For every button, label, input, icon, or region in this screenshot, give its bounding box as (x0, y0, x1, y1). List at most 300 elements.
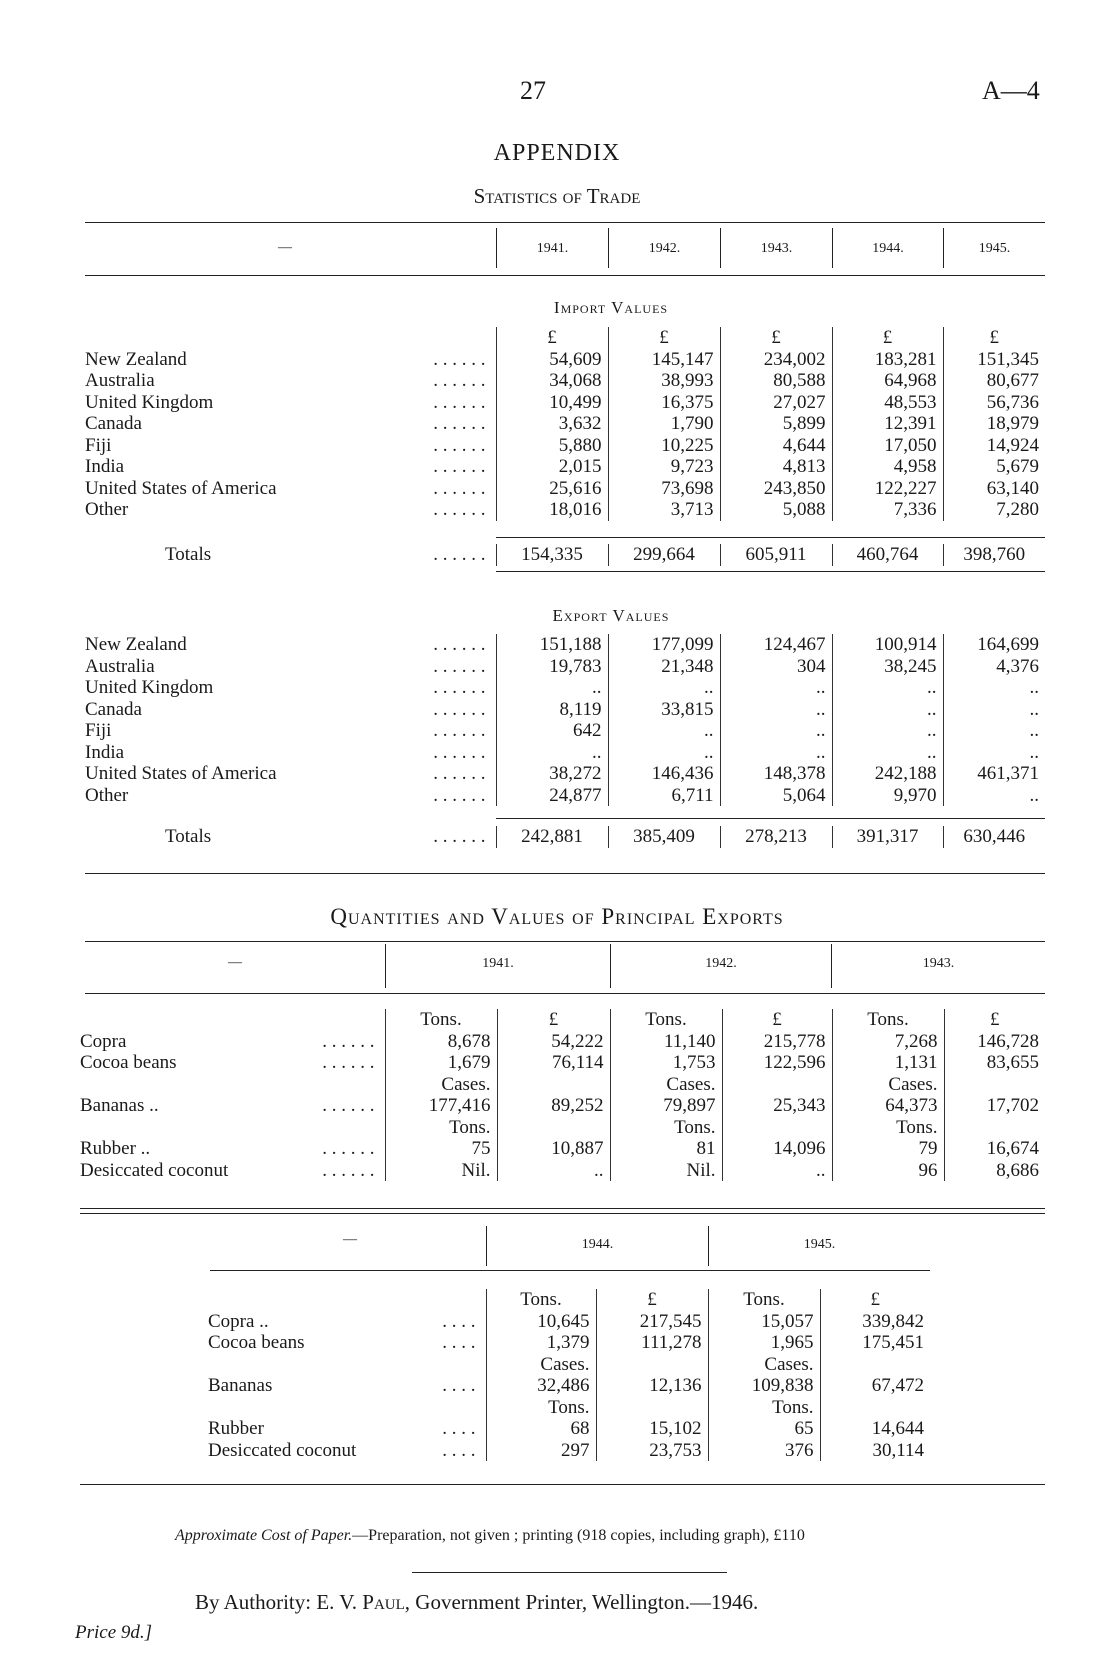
currency-symbol: £ (943, 327, 1045, 349)
value-cell: 38,272 (496, 763, 608, 785)
row-label-cell (85, 656, 496, 678)
value-cell: 122,596 (722, 1052, 832, 1074)
value-cell: 75 (385, 1138, 497, 1160)
table-row (85, 634, 1045, 656)
part1-stub-dash: — (228, 955, 242, 970)
value-cell: 80,588 (720, 370, 832, 392)
table-row (80, 1117, 1045, 1139)
table-row (85, 656, 1045, 678)
table-row (80, 1160, 1045, 1182)
leader-dots: . . . . . . (433, 477, 486, 499)
table-row (85, 349, 1045, 371)
table-row (80, 1009, 1045, 1031)
row-label: United States of America (85, 763, 277, 784)
value-cell: 48,553 (832, 392, 943, 414)
value-cell (497, 1074, 610, 1096)
year-header: 1943. (922, 956, 955, 971)
part2-stub-dash: — (343, 1232, 357, 1247)
value-cell: 24,877 (496, 785, 608, 807)
row-label: Bananas (208, 1375, 273, 1396)
row-label-cell (80, 1009, 385, 1031)
row-label-cell (80, 1031, 385, 1053)
value-cell: 9,723 (608, 456, 720, 478)
value-cell: 63,140 (943, 478, 1045, 500)
row-label: Other (85, 499, 129, 520)
leader-dots: . . . . (442, 1375, 476, 1396)
value-cell: 9,970 (832, 785, 943, 807)
value-cell (596, 1397, 708, 1419)
authority-suffix: , Government Printer, Wellington.—1946. (404, 1590, 759, 1614)
leader-dots: . . . . . . (433, 655, 486, 677)
row-label-cell (208, 1375, 486, 1397)
value-cell: Cases. (832, 1074, 944, 1096)
currency-symbol: £ (720, 327, 832, 349)
leader-dots: . . . . . . (433, 544, 486, 565)
value-cell: 5,064 (720, 785, 832, 807)
value-cell: £ (722, 1009, 832, 1031)
row-label-cell (80, 1052, 385, 1074)
value-cell: Cases. (385, 1074, 497, 1096)
value-cell: 19,783 (496, 656, 608, 678)
value-cell: 34,068 (496, 370, 608, 392)
value-cell: 461,371 (943, 763, 1045, 785)
import-totals-table (85, 544, 1045, 566)
value-cell: 15,102 (596, 1418, 708, 1440)
table-row (80, 1095, 1045, 1117)
row-label-cell (85, 478, 496, 500)
total-cell: 460,764 (832, 544, 943, 566)
row-label: India (85, 456, 125, 477)
row-label: Cocoa beans (208, 1332, 305, 1353)
row-label: Canada (85, 413, 142, 434)
leader-dots: . . . . . . (322, 1095, 375, 1116)
value-cell (497, 1117, 610, 1139)
blank-cell (85, 327, 496, 349)
row-label-cell (85, 763, 496, 785)
leader-dots: . . . . . . (433, 698, 486, 720)
export-values-heading: Export Values (552, 606, 670, 625)
row-label: Other (85, 784, 129, 806)
table-row (85, 499, 1045, 521)
value-cell (596, 1354, 708, 1376)
value-cell: 5,899 (720, 413, 832, 435)
value-cell: 175,451 (820, 1332, 930, 1354)
value-cell: 14,644 (820, 1418, 930, 1440)
table-row (208, 1418, 930, 1440)
year-header: 1941. (536, 241, 569, 256)
year-header: 1941. (482, 956, 514, 971)
leader-dots: . . . . . . (433, 634, 486, 655)
year-header: 1942. (705, 956, 737, 971)
row-label: United Kingdom (85, 391, 214, 413)
leader-dots: . . . . . . (433, 434, 486, 456)
value-cell: .. (720, 720, 832, 742)
value-cell: Tons. (486, 1289, 596, 1311)
table-row (208, 1440, 930, 1462)
total-cell: 385,409 (608, 826, 720, 848)
value-cell: 21,348 (608, 656, 720, 678)
value-cell: 7,280 (943, 499, 1045, 521)
value-cell: Tons. (708, 1397, 820, 1419)
value-cell: 64,373 (832, 1095, 944, 1117)
currency-row (85, 327, 1045, 349)
value-cell: .. (943, 677, 1045, 699)
cost-of-paper-note (175, 1527, 805, 1545)
value-cell: Tons. (832, 1009, 944, 1031)
value-cell: 10,225 (608, 435, 720, 457)
leader-dots: . . . . (442, 1310, 476, 1332)
leader-dots: . . . . . . (322, 1030, 375, 1052)
value-cell: 14,096 (722, 1138, 832, 1160)
row-label-cell (208, 1440, 486, 1462)
value-cell: 16,674 (944, 1138, 1045, 1160)
value-cell: 177,099 (608, 634, 720, 656)
value-cell: 67,472 (820, 1375, 930, 1397)
value-cell: 151,188 (496, 634, 608, 656)
value-cell: 12,136 (596, 1375, 708, 1397)
total-cell: 630,446 (943, 826, 1045, 848)
total-cell: 154,335 (496, 544, 608, 566)
value-cell: 65 (708, 1418, 820, 1440)
value-cell: .. (832, 699, 943, 721)
value-cell: 4,376 (943, 656, 1045, 678)
value-cell: 5,880 (496, 435, 608, 457)
trade-stub-dash: — (278, 240, 292, 255)
row-label-cell (80, 1074, 385, 1096)
value-cell: 25,616 (496, 478, 608, 500)
totals-label-text: Totals (165, 826, 212, 847)
value-cell: 16,375 (608, 392, 720, 414)
value-cell: Tons. (385, 1117, 497, 1139)
value-cell: 642 (496, 720, 608, 742)
value-cell: 297 (486, 1440, 596, 1462)
value-cell: 4,958 (832, 456, 943, 478)
import-values-heading: Import Values (553, 298, 669, 317)
row-label-cell (85, 634, 496, 656)
value-cell (722, 1117, 832, 1139)
year-header: 1943. (760, 241, 793, 256)
value-cell: Tons. (610, 1117, 722, 1139)
value-cell: 81 (610, 1138, 722, 1160)
cost-text: —Preparation, not given ; printing (918 copies, including graph), £110 (352, 1527, 805, 1544)
value-cell: £ (596, 1289, 708, 1311)
row-label: Desiccated coconut (80, 1159, 229, 1181)
leader-dots: . . . . . . (433, 391, 486, 413)
totals-label-text: Totals (165, 544, 212, 565)
total-cell: 242,881 (496, 826, 608, 848)
value-cell: 8,119 (496, 699, 608, 721)
totals-row (85, 544, 1045, 566)
row-label: Rubber (208, 1418, 264, 1439)
row-label-cell (85, 370, 496, 392)
price-note: Price 9d.] (75, 1622, 153, 1643)
row-label: India (85, 741, 125, 763)
leader-dots: . . . . . . (433, 741, 486, 763)
value-cell: 100,914 (832, 634, 943, 656)
year-header: 1944. (872, 241, 904, 256)
value-cell: 38,245 (832, 656, 943, 678)
value-cell: 15,057 (708, 1311, 820, 1333)
value-cell: 8,678 (385, 1031, 497, 1053)
row-label: United States of America (85, 477, 277, 499)
value-cell: 32,486 (486, 1375, 596, 1397)
value-cell: .. (608, 720, 720, 742)
value-cell: 1,679 (385, 1052, 497, 1074)
year-header: 1944. (581, 1237, 614, 1252)
value-cell: .. (943, 720, 1045, 742)
value-cell: 217,545 (596, 1311, 708, 1333)
value-cell: 33,815 (608, 699, 720, 721)
value-cell: .. (497, 1160, 610, 1182)
value-cell (944, 1074, 1045, 1096)
value-cell: 304 (720, 656, 832, 678)
row-label: New Zealand (85, 348, 187, 370)
row-label-cell (85, 456, 496, 478)
value-cell: £ (497, 1009, 610, 1031)
row-label-cell (85, 677, 496, 699)
value-cell: .. (496, 742, 608, 764)
value-cell: 11,140 (610, 1031, 722, 1053)
value-cell: .. (832, 720, 943, 742)
value-cell: .. (722, 1160, 832, 1182)
table-row (80, 1074, 1045, 1096)
leader-dots: . . . . . . (433, 677, 486, 698)
value-cell: 164,699 (943, 634, 1045, 656)
row-label: Rubber .. (80, 1138, 151, 1159)
row-label: Fiji (85, 720, 112, 741)
year-header: 1945. (978, 241, 1011, 256)
value-cell: 25,343 (722, 1095, 832, 1117)
value-cell: Tons. (832, 1117, 944, 1139)
table-row (85, 370, 1045, 392)
value-cell: 5,088 (720, 499, 832, 521)
leader-dots: . . . . . . (433, 499, 486, 520)
value-cell: 376 (708, 1440, 820, 1462)
leader-dots: . . . . . . (433, 784, 486, 806)
authority-line (195, 1590, 758, 1615)
leader-dots: . . . . . . (433, 348, 486, 370)
totals-row (85, 826, 1045, 848)
principal-exports-title: Quantities and Values of Principal Exports (330, 904, 784, 929)
value-cell: 56,736 (943, 392, 1045, 414)
table-row (80, 1138, 1045, 1160)
row-label-cell (85, 349, 496, 371)
currency-symbol: £ (608, 327, 720, 349)
value-cell: £ (944, 1009, 1045, 1031)
value-cell: 1,753 (610, 1052, 722, 1074)
leader-dots: . . . . . . (322, 1052, 375, 1073)
row-label: Canada (85, 698, 142, 720)
value-cell: 68 (486, 1418, 596, 1440)
row-label-cell (85, 720, 496, 742)
statistics-subtitle: Statistics of Trade (473, 184, 641, 208)
value-cell: 183,281 (832, 349, 943, 371)
authority-prefix: By Authority: E. V. (195, 1590, 358, 1614)
value-cell: 177,416 (385, 1095, 497, 1117)
row-label-cell (208, 1289, 486, 1311)
value-cell: 10,887 (497, 1138, 610, 1160)
table-row (208, 1397, 930, 1419)
row-label-cell (208, 1397, 486, 1419)
table-row (85, 677, 1045, 699)
value-cell: 215,778 (722, 1031, 832, 1053)
row-label-cell (85, 499, 496, 521)
totals-label (85, 544, 496, 566)
value-cell: Tons. (385, 1009, 497, 1031)
value-cell (820, 1354, 930, 1376)
value-cell: Nil. (385, 1160, 497, 1182)
value-cell: 10,499 (496, 392, 608, 414)
row-label: Cocoa beans (80, 1052, 177, 1073)
value-cell (722, 1074, 832, 1096)
value-cell (820, 1397, 930, 1419)
value-cell: £ (820, 1289, 930, 1311)
row-label-cell (85, 435, 496, 457)
row-label-cell (80, 1117, 385, 1139)
total-cell: 278,213 (720, 826, 832, 848)
table-row (85, 785, 1045, 807)
value-cell: Cases. (708, 1354, 820, 1376)
row-label: Fiji (85, 434, 112, 456)
cost-label: Approximate Cost of Paper. (175, 1527, 353, 1544)
leader-dots: . . . . . . (433, 826, 486, 847)
value-cell: 27,027 (720, 392, 832, 414)
value-cell: Nil. (610, 1160, 722, 1182)
table-row (85, 699, 1045, 721)
value-cell: 30,114 (820, 1440, 930, 1462)
value-cell: Tons. (610, 1009, 722, 1031)
currency-symbol: £ (496, 327, 608, 349)
total-cell: 391,317 (832, 826, 943, 848)
export-values-table (85, 634, 1045, 806)
table-row (208, 1289, 930, 1311)
value-cell: .. (943, 785, 1045, 807)
leader-dots: . . . . . . (433, 370, 486, 391)
value-cell: 8,686 (944, 1160, 1045, 1182)
value-cell: .. (608, 677, 720, 699)
value-cell: 234,002 (720, 349, 832, 371)
leader-dots: . . . . . . (433, 456, 486, 477)
value-cell: 6,711 (608, 785, 720, 807)
leader-dots: . . . . (442, 1418, 476, 1439)
value-cell: 76,114 (497, 1052, 610, 1074)
value-cell: 151,345 (943, 349, 1045, 371)
leader-dots: . . . . . . (322, 1159, 375, 1181)
value-cell: 54,222 (497, 1031, 610, 1053)
printer-name: Paul (362, 1590, 405, 1614)
row-label-cell (208, 1311, 486, 1333)
value-cell: 89,252 (497, 1095, 610, 1117)
table-row (85, 435, 1045, 457)
leader-dots: . . . . (442, 1439, 476, 1461)
value-cell: 2,015 (496, 456, 608, 478)
principal-exports-table-1944-1945 (208, 1289, 930, 1461)
year-header: 1945. (803, 1237, 836, 1252)
value-cell: 73,698 (608, 478, 720, 500)
value-cell: 7,268 (832, 1031, 944, 1053)
row-label: Copra .. (208, 1310, 269, 1332)
value-cell: 145,147 (608, 349, 720, 371)
totals-label (85, 826, 496, 848)
value-cell: 18,979 (943, 413, 1045, 435)
value-cell: 38,993 (608, 370, 720, 392)
value-cell: 109,838 (708, 1375, 820, 1397)
value-cell: .. (720, 699, 832, 721)
value-cell: Cases. (486, 1354, 596, 1376)
value-cell: Tons. (708, 1289, 820, 1311)
value-cell: 18,016 (496, 499, 608, 521)
value-cell: 243,850 (720, 478, 832, 500)
value-cell: 10,645 (486, 1311, 596, 1333)
row-label-cell (80, 1095, 385, 1117)
import-values-table (85, 327, 1045, 521)
value-cell: 124,467 (720, 634, 832, 656)
table-row (85, 456, 1045, 478)
row-label-cell (208, 1418, 486, 1440)
table-row (85, 478, 1045, 500)
row-label-cell (80, 1160, 385, 1182)
value-cell: .. (496, 677, 608, 699)
value-cell: 79,897 (610, 1095, 722, 1117)
row-label: Desiccated coconut (208, 1439, 357, 1461)
value-cell: Tons. (486, 1397, 596, 1419)
row-label-cell (85, 699, 496, 721)
table-row (85, 742, 1045, 764)
value-cell: 14,924 (943, 435, 1045, 457)
value-cell: 83,655 (944, 1052, 1045, 1074)
leader-dots: . . . . . . (433, 720, 486, 741)
page-number: 27 (520, 76, 546, 105)
value-cell: 1,131 (832, 1052, 944, 1074)
value-cell: 1,379 (486, 1332, 596, 1354)
leader-dots: . . . . (442, 1332, 476, 1353)
table-row (85, 392, 1045, 414)
currency-symbol: £ (832, 327, 943, 349)
value-cell: 4,644 (720, 435, 832, 457)
value-cell: .. (720, 742, 832, 764)
total-cell: 299,664 (608, 544, 720, 566)
row-label-cell (208, 1354, 486, 1376)
row-label-cell (208, 1332, 486, 1354)
export-totals-table (85, 826, 1045, 848)
row-label-cell (85, 742, 496, 764)
value-cell: 1,790 (608, 413, 720, 435)
value-cell: 79 (832, 1138, 944, 1160)
value-cell: 148,378 (720, 763, 832, 785)
table-row (208, 1354, 930, 1376)
value-cell: 242,188 (832, 763, 943, 785)
value-cell: 12,391 (832, 413, 943, 435)
value-cell: 80,677 (943, 370, 1045, 392)
value-cell: 54,609 (496, 349, 608, 371)
value-cell: 3,632 (496, 413, 608, 435)
row-label: Bananas .. (80, 1095, 159, 1116)
row-label-cell (85, 785, 496, 807)
value-cell: 17,702 (944, 1095, 1045, 1117)
row-label: New Zealand (85, 634, 187, 655)
leader-dots: . . . . . . (433, 763, 486, 784)
table-row (85, 720, 1045, 742)
value-cell: 5,679 (943, 456, 1045, 478)
table-row (208, 1311, 930, 1333)
value-cell: Cases. (610, 1074, 722, 1096)
total-cell: 398,760 (943, 544, 1045, 566)
value-cell: 146,728 (944, 1031, 1045, 1053)
value-cell: 7,336 (832, 499, 943, 521)
value-cell: .. (608, 742, 720, 764)
value-cell: 17,050 (832, 435, 943, 457)
row-label-cell (85, 413, 496, 435)
